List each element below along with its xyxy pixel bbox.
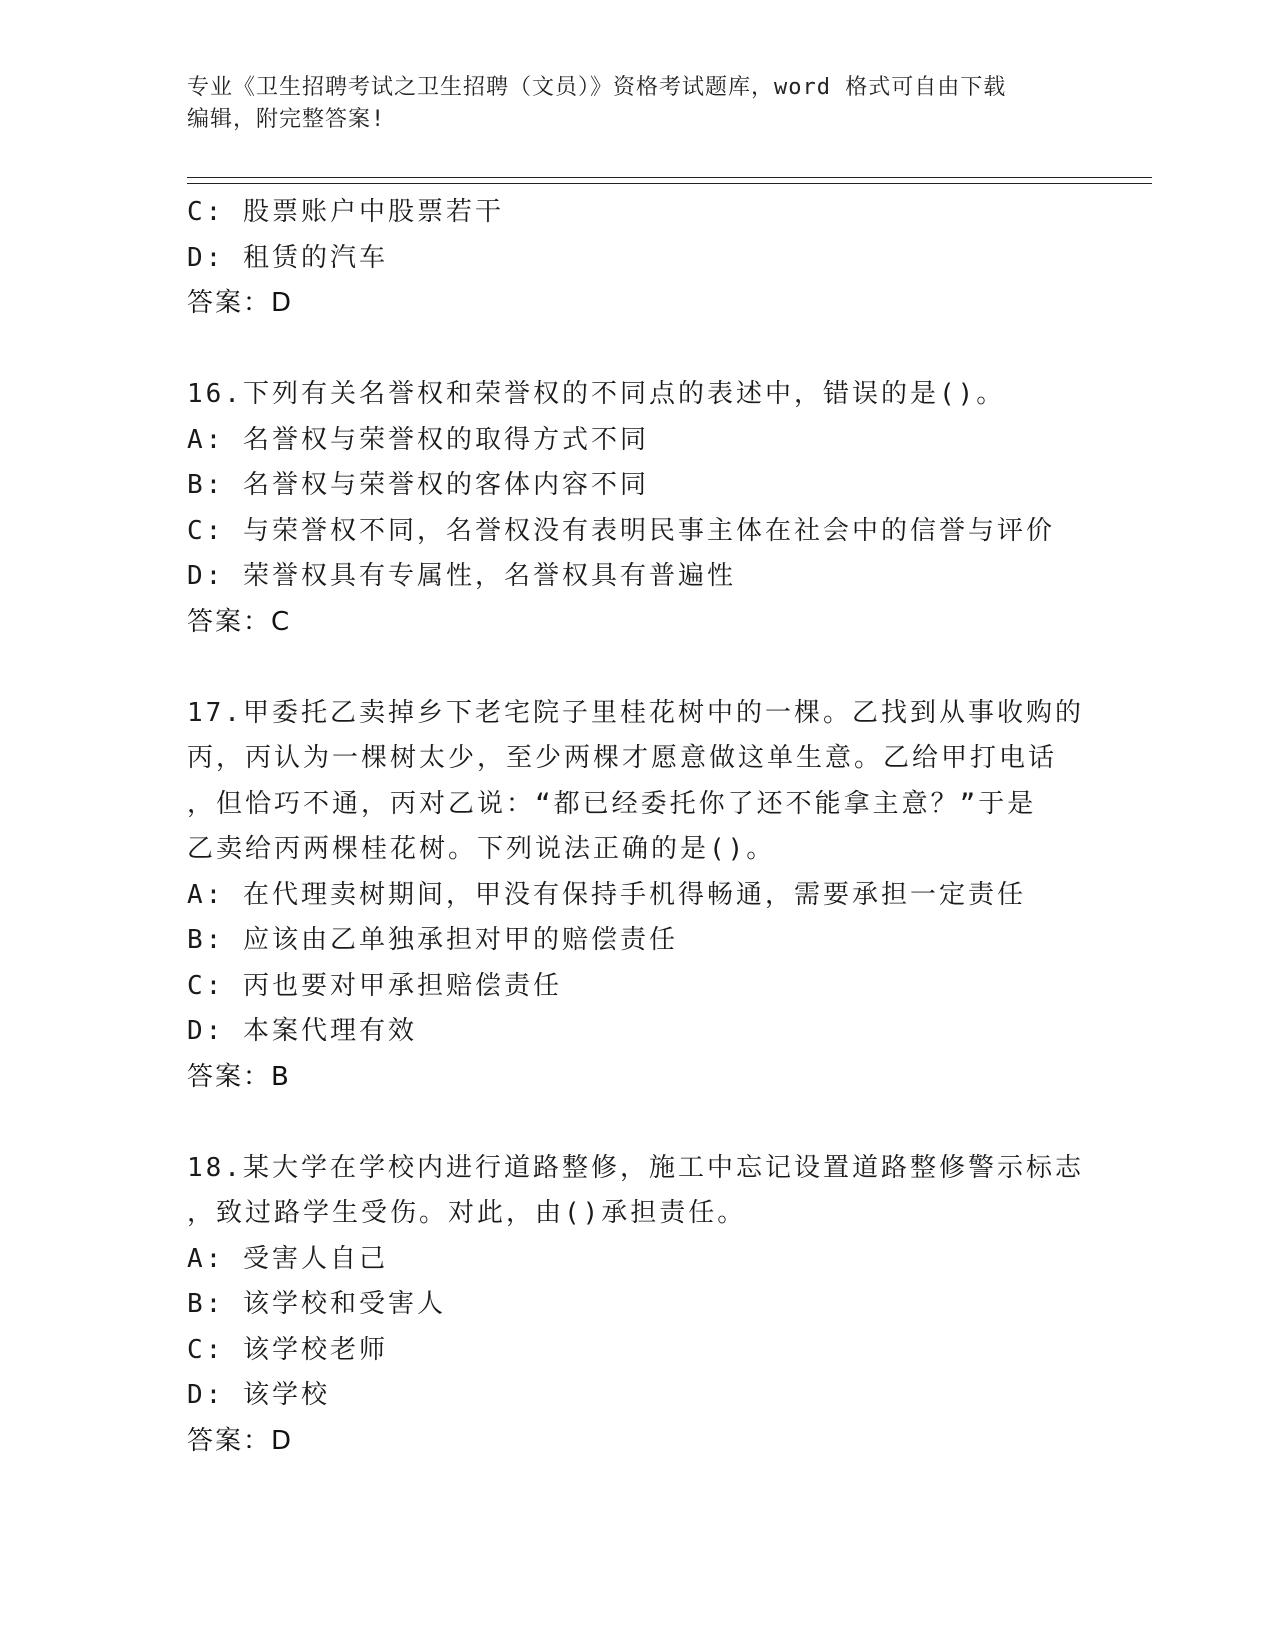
header-line-2: 编辑，附完整答案! — [187, 107, 386, 132]
option-c: C: 股票账户中股票若干 — [187, 197, 504, 227]
question-17 — [187, 691, 1087, 1101]
answer-line: 答案：D — [187, 1425, 294, 1456]
question-text: 16.下列有关名誉权和荣誉权的不同点的表述中，错误的是()。 — [187, 379, 1006, 409]
option-c: C: 该学校老师 — [187, 1334, 388, 1365]
header-divider-top — [187, 177, 1152, 178]
option-c: C: 丙也要对甲承担赔偿责任 — [187, 970, 562, 1001]
spacer — [187, 327, 1087, 373]
header-divider-bottom — [187, 183, 1152, 184]
spacer — [187, 1100, 1087, 1146]
prev-question — [187, 190, 1087, 327]
answer-line: 答案：D — [187, 288, 294, 318]
option-b: B: 名誉权与荣誉权的客体内容不同 — [187, 470, 649, 500]
option-d: D: 本案代理有效 — [187, 1016, 417, 1046]
header-line-1: 专业《卫生招聘考试之卫生招聘（文员）》资格考试题库，word 格式可自由下载 — [187, 75, 1007, 100]
question-18 — [187, 1146, 1087, 1465]
option-d: D: 该学校 — [187, 1380, 330, 1410]
option-a: A: 名誉权与荣誉权的取得方式不同 — [187, 424, 649, 455]
question-text: 17.甲委托乙卖掉乡下老宅院子里桂花树中的一棵。乙找到从事收购的 — [187, 697, 1084, 728]
question-text: 18.某大学在学校内进行道路整修，施工中忘记设置道路整修警示标志 — [187, 1152, 1084, 1183]
spacer — [187, 645, 1087, 691]
question-content — [187, 190, 1087, 1464]
question-text: 乙卖给丙两棵桂花树。下列说法正确的是()。 — [187, 834, 776, 864]
option-a: A: 在代理卖树期间，甲没有保持手机得畅通，需要承担一定责任 — [187, 879, 1026, 910]
option-d: D: 租赁的汽车 — [187, 242, 388, 273]
option-a: A: 受害人自己 — [187, 1243, 388, 1274]
option-b: B: 该学校和受害人 — [187, 1289, 446, 1319]
answer-line: 答案：C — [187, 606, 292, 637]
document-header — [187, 72, 1067, 136]
question-text: ，致过路学生受伤。对此，由()承担责任。 — [187, 1198, 747, 1228]
question-text: ，但恰巧不通，丙对乙说：“都已经委托你了还不能拿主意？”于是 — [187, 788, 1037, 819]
question-16 — [187, 372, 1087, 645]
answer-line: 答案：B — [187, 1061, 291, 1092]
option-c: C: 与荣誉权不同，名誉权没有表明民事主体在社会中的信誉与评价 — [187, 515, 1055, 546]
option-d: D: 荣誉权具有专属性，名誉权具有普遍性 — [187, 561, 736, 591]
question-text: 丙，丙认为一棵树太少，至少两棵才愿意做这单生意。乙给甲打电话 — [187, 743, 1058, 773]
option-b: B: 应该由乙单独承担对甲的赔偿责任 — [187, 925, 678, 955]
